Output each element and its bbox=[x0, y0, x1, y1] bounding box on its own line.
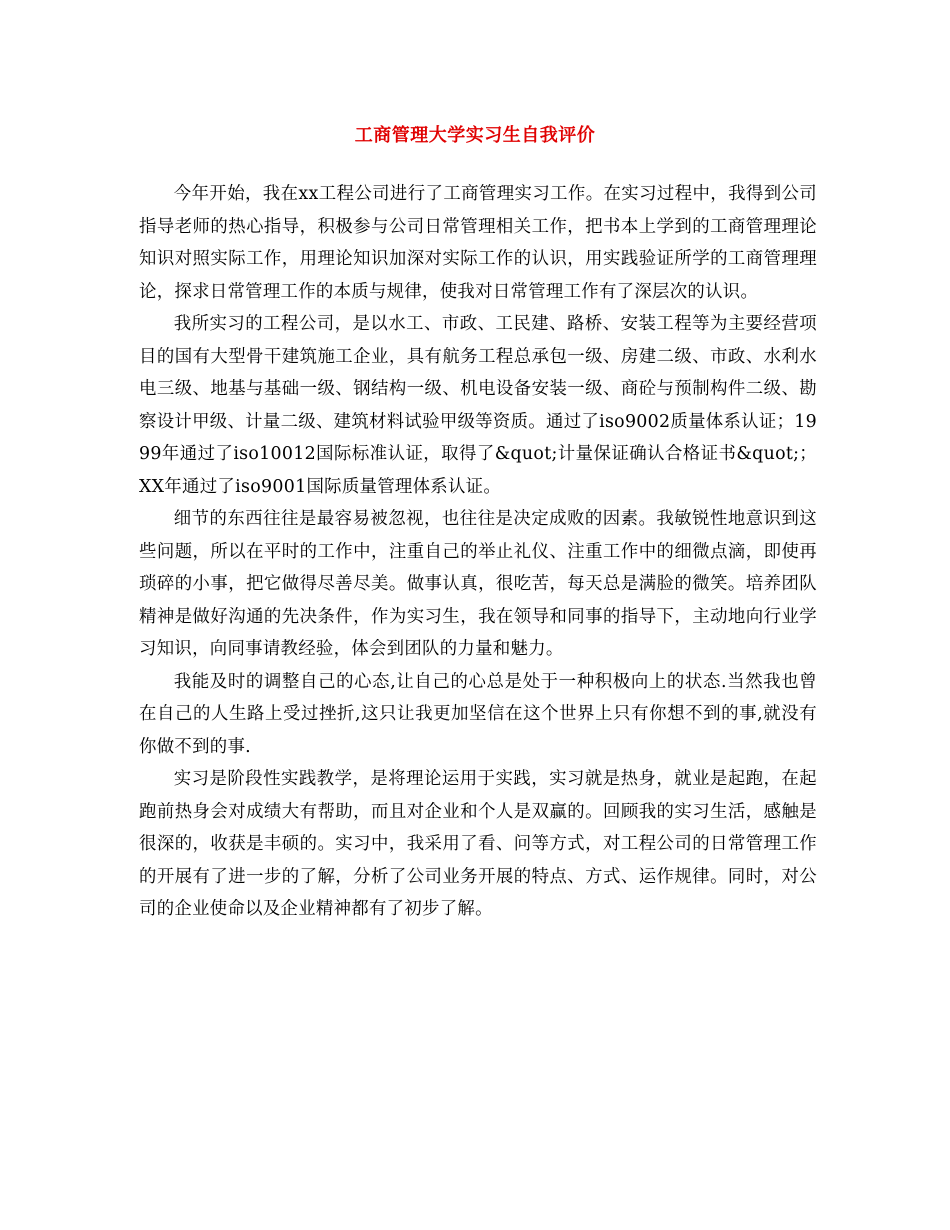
paragraph-2: 我所实习的工程公司，是以水工、市政、工民建、路桥、安装工程等为主要经营项目的国有大型骨干建筑施工企业，具有航务工程总承包一级、房建二级、市政、水利水电三级、地基与基础一级、钢结构一级、机电设备安装一级、商砼与预制构件二级、勘察设计甲级、计量二级、建筑材料试验甲级等资质。通过了iso9002质量体系认证；1999年通过了iso10012国际标准认证，取得了&quot;计量保证确认合格证书&quot;；XX年通过了iso9001国际质量管理体系认证。 bbox=[139, 314, 817, 497]
paragraph-3: 细节的东西往往是最容易被忽视，也往往是决定成败的因素。我敏锐性地意识到这些问题，所以在平时的工作中，注重自己的举止礼仪、注重工作中的细微点滴，即使再琐碎的小事，把它做得尽善尽美。做事认真，很吃苦，每天总是满脸的微笑。培养团队精神是做好沟通的先决条件，作为实习生，我在领导和同事的指导下，主动地向行业学习知识，向同事请教经验，体会到团队的力量和魅力。 bbox=[139, 509, 817, 659]
paragraph-5: 实习是阶段性实践教学，是将理论运用于实践，实习就是热身，就业是起跑，在起跑前热身会对成绩大有帮助，而且对企业和个人是双赢的。回顾我的实习生活，感触是很深的，收获是丰硕的。实习中，我采用了看、问等方式，对工程公司的日常管理工作的开展有了进一步的了解，分析了公司业务开展的特点、方式、运作规律。同时，对公司的企业使命以及企业精神都有了初步了解。 bbox=[139, 769, 817, 919]
paragraph-1: 今年开始，我在xx工程公司进行了工商管理实习工作。在实习过程中，我得到公司指导老师的热心指导，积极参与公司日常管理相关工作，把书本上学到的工商管理理论知识对照实际工作，用理论知识加深对实际工作的认识，用实践验证所学的工商管理理论，探求日常管理工作的本质与规律，使我对日常管理工作有了深层次的认识。 bbox=[139, 184, 817, 302]
document-body bbox=[139, 178, 817, 926]
document-title: 工商管理大学实习生自我评价 bbox=[354, 125, 596, 146]
paragraph-4: 我能及时的调整自己的心态,让自己的心总是处于一种积极向上的状态.当然我也曾在自己的人生路上受过挫折,这只让我更加坚信在这个世界上只有你想不到的事,就没有你做不到的事. bbox=[139, 671, 817, 757]
